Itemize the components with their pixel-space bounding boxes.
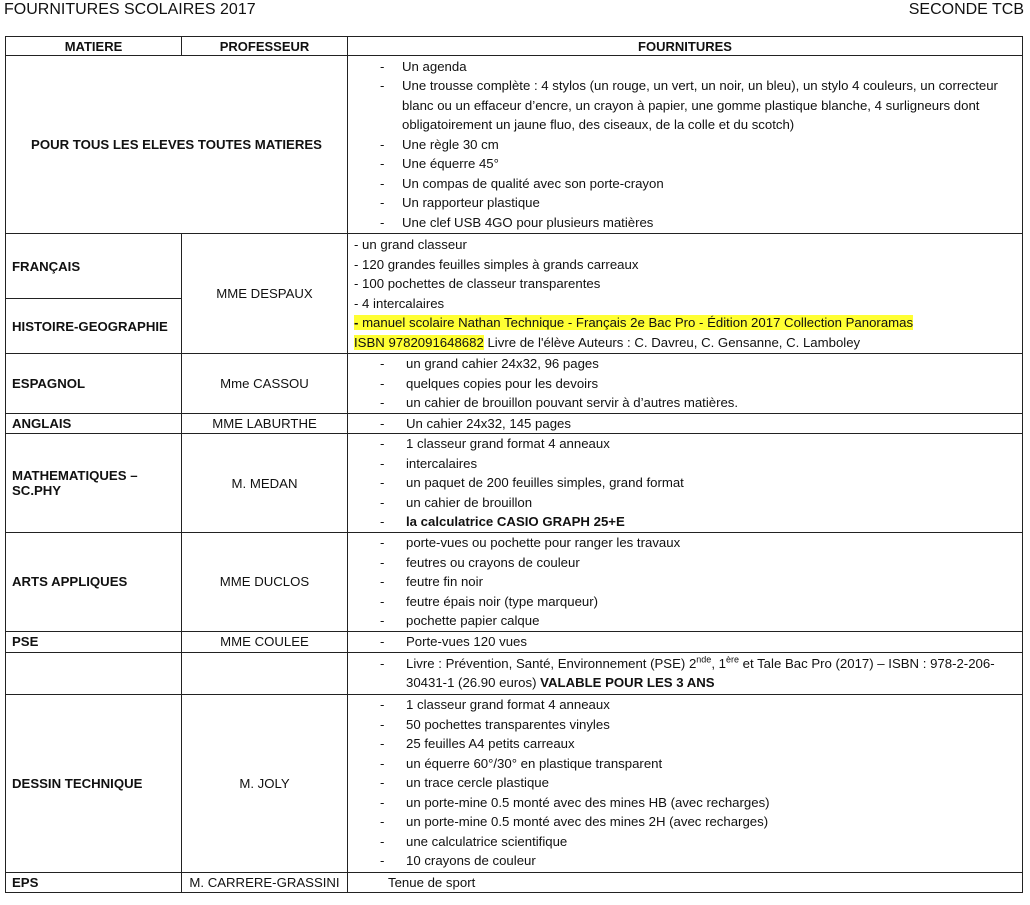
professeur-cell: MME COULEE [182, 631, 348, 652]
supply-item: - un trace cercle plastique [380, 773, 1016, 793]
page-title: FOURNITURES SCOLAIRES 2017 [4, 1, 256, 18]
professeur-cell: M. MEDAN [182, 434, 348, 533]
supply-item: - un paquet de 200 feuilles simples, grand format [380, 473, 1016, 493]
fournitures-cell [348, 434, 1023, 533]
supply-item: - une calculatrice scientifique [380, 832, 1016, 852]
supply-list [354, 235, 1016, 313]
fournitures-cell [348, 694, 1023, 872]
manuel-text: - manuel scolaire Nathan Technique - Français 2e Bac Pro - Édition 2017 Collection Panoramas ISBN 9782091648682 Livre de l'élève Auteurs : C. Davreu, C. Gensanne, C. Lamboley [354, 315, 914, 350]
supply-item: - feutre fin noir [380, 572, 1016, 592]
supply-item: - quelques copies pour les devoirs [380, 374, 1016, 394]
supply-list: - 1 classeur grand format 4 anneaux - intercalaires - un paquet de 200 feuilles simples, grand format - un cahier de brouillon - la calculatrice CASIO GRAPH 25+E [354, 434, 1016, 532]
supply-item: - 25 feuilles A4 petits carreaux [380, 734, 1016, 754]
matiere-cell: HISTOIRE-GEOGRAPHIE [6, 299, 182, 354]
table-row [6, 354, 1023, 414]
supply-item: - feutre épais noir (type marqueur) [380, 592, 1016, 612]
table-row [6, 413, 1023, 434]
supply-item: - un équerre 60°/30° en plastique transparent [380, 754, 1016, 774]
professeur-cell: MME LABURTHE [182, 413, 348, 434]
supply-item: - 4 intercalaires [354, 295, 445, 311]
supplies-table [5, 36, 1023, 893]
supply-item: - pochette papier calque [380, 611, 1016, 631]
matiere-cell: ANGLAIS [6, 413, 182, 434]
supply-item: - 120 grandes feuilles simples à grands carreaux [354, 256, 639, 272]
table-row [6, 234, 1023, 299]
matiere-cell: DESSIN TECHNIQUE [6, 694, 182, 872]
supply-item: - Un compas de qualité avec son porte-crayon [380, 174, 1016, 194]
supply-item: - Une règle 30 cm [380, 135, 1016, 155]
supply-item: - un porte-mine 0.5 monté avec des mines HB (avec recharges) [380, 793, 1016, 813]
supply-item: - un cahier de brouillon pouvant servir à d’autres matières. [380, 393, 1016, 413]
table-row [6, 533, 1023, 632]
supply-item: - Une clef USB 4GO pour plusieurs matières [380, 213, 1016, 233]
supply-item: - 100 pochettes de classeur transparentes [354, 276, 601, 291]
supply-list [354, 414, 1016, 434]
professeur-cell: M. CARRERE-GRASSINI [182, 872, 348, 892]
supply-list [354, 354, 1016, 413]
supply-item: - Un rapporteur plastique [380, 193, 1016, 213]
supply-list [354, 533, 1016, 631]
fournitures-cell [348, 56, 1023, 234]
supply-item: - 50 pochettes transparentes vinyles [380, 715, 1016, 735]
col-fournitures: FOURNITURES [348, 37, 1023, 56]
fournitures-cell [348, 533, 1023, 632]
supply-item: - Porte-vues 120 vues [380, 632, 1016, 652]
matiere-cell: FRANÇAIS [6, 234, 182, 299]
matiere-cell: EPS [6, 872, 182, 892]
col-professeur: PROFESSEUR [182, 37, 348, 56]
supply-item: - 10 crayons de couleur [380, 851, 1016, 871]
class-name: SECONDE TCB [908, 1, 1024, 18]
fournitures-cell [348, 631, 1023, 652]
table-row [6, 56, 1023, 234]
supply-item: - feutres ou crayons de couleur [380, 553, 1016, 573]
matiere-cell [6, 652, 182, 694]
professeur-cell: M. JOLY [182, 694, 348, 872]
table-row [6, 652, 1023, 694]
supply-item: - 1 classeur grand format 4 anneaux [380, 434, 1016, 454]
supply-item: - Un cahier 24x32, 145 pages [380, 414, 1016, 434]
page-header [4, 1, 1024, 21]
matiere-cell: PSE [6, 631, 182, 652]
table-row [6, 872, 1023, 892]
col-matiere: MATIERE [6, 37, 182, 56]
professeur-cell: MME DESPAUX [182, 234, 348, 354]
supply-list [354, 57, 1016, 233]
fournitures-cell [348, 652, 1023, 694]
supply-list [354, 654, 1016, 693]
pse-livre: - Livre : Prévention, Santé, Environnement (PSE) 2nde, 1ère et Tale Bac Pro (2017) – ISBN : 978-2-206-30431-1 (26.90 euros) VALABLE POUR LES 3 ANS [380, 654, 1016, 693]
supply-item: - intercalaires [380, 454, 1016, 474]
table-row [6, 434, 1023, 533]
supply-item: - porte-vues ou pochette pour ranger les travaux [380, 533, 1016, 553]
professeur-cell: Mme CASSOU [182, 354, 348, 414]
supply-list [354, 632, 1016, 652]
professeur-cell [182, 652, 348, 694]
matiere-cell: ESPAGNOL [6, 354, 182, 414]
professeur-cell: MME DUCLOS [182, 533, 348, 632]
fournitures-cell [348, 872, 1023, 892]
table-header-row [6, 37, 1023, 56]
supply-item: - un grand classeur [354, 237, 467, 252]
fournitures-cell [348, 354, 1023, 414]
table-row [6, 694, 1023, 872]
supply-item: Tenue de sport [388, 874, 476, 890]
matiere-cell: ARTS APPLIQUES [6, 533, 182, 632]
supply-item: - 1 classeur grand format 4 anneaux [380, 695, 1016, 715]
supply-item: - Une équerre 45° [380, 154, 1016, 174]
matiere-cell: POUR TOUS LES ELEVES TOUTES MATIERES [6, 56, 348, 234]
supply-item: - Un agenda [380, 57, 1016, 77]
supply-item: - un grand cahier 24x32, 96 pages [380, 354, 1016, 374]
supply-item: - un porte-mine 0.5 monté avec des mines 2H (avec recharges) [380, 812, 1016, 832]
supply-list [354, 695, 1016, 871]
fournitures-cell [348, 234, 1023, 354]
supply-item: - un cahier de brouillon [380, 493, 1016, 513]
table-row [6, 631, 1023, 652]
fournitures-cell [348, 413, 1023, 434]
matiere-cell: MATHEMATIQUES – SC.PHY [6, 434, 182, 533]
supply-item: - Une trousse complète : 4 stylos (un rouge, un vert, un noir, un bleu), un stylo 4 couleurs, un correcteur blanc ou un effaceur d’encre, un crayon à papier, une gomme plastique blanche, 4 surligneurs dont obligatoirement un jaune fluo, des ciseaux, de la colle et du scotch) [380, 76, 1016, 135]
